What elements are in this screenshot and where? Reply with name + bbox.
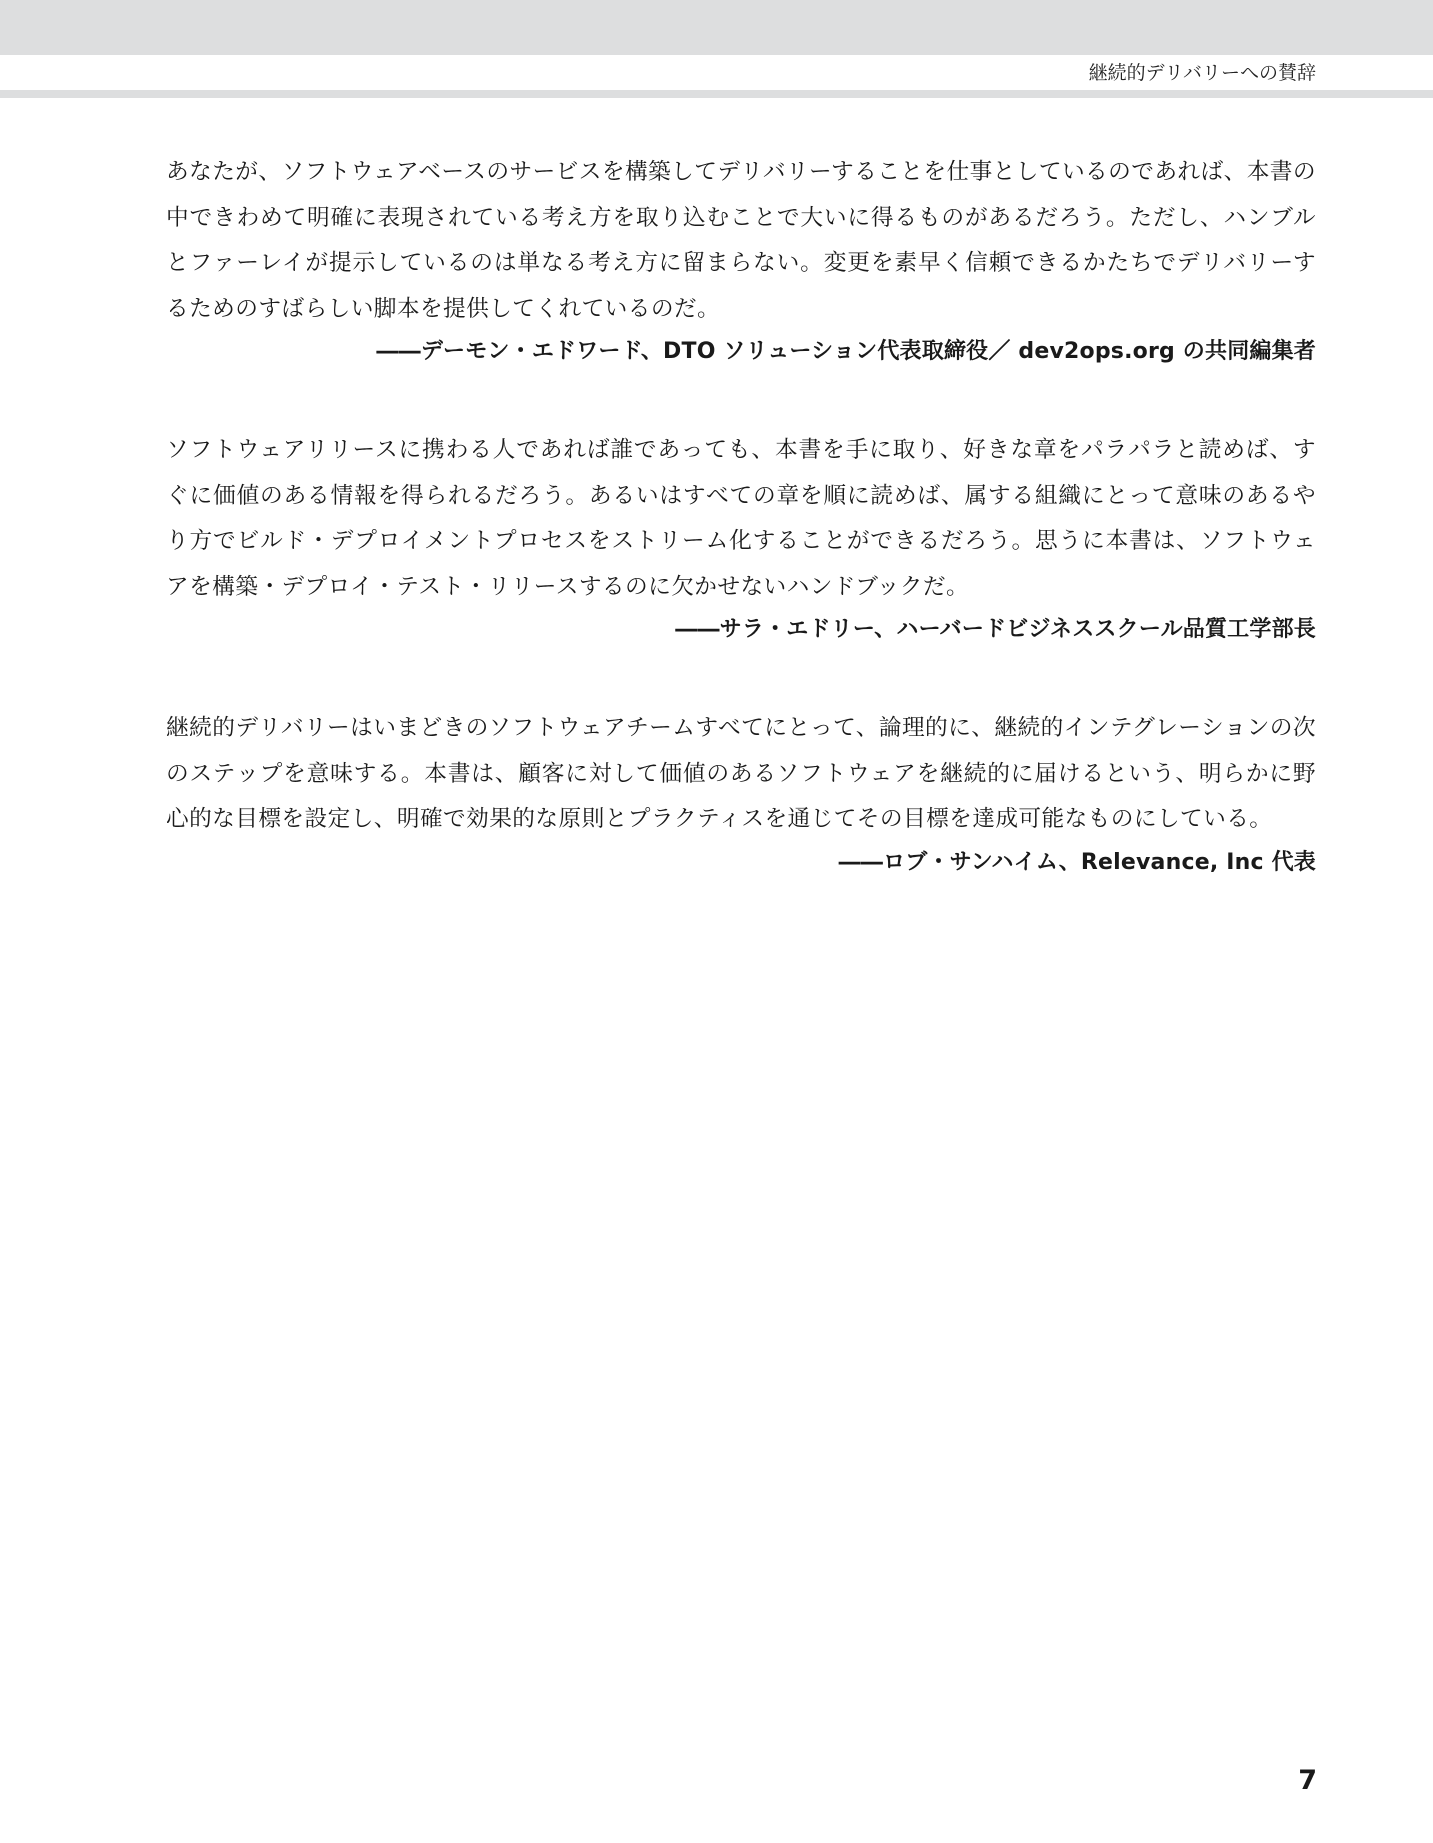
praise-blurb-2 <box>166 428 1316 650</box>
praise-blurb-1 <box>166 150 1316 372</box>
praise-text-3: 継続的デリバリーはいまどきのソフトウェアチームすべてにとって、論理的に、継続的インテグレーションの次のステップを意味する。本書は、顧客に対して価値のあるソフトウェアを継続的に届けるという、明らかに野心的な目標を設定し、明確で効果的な原則とプラクティスを通じてその目標を達成可能なものにしている。 <box>166 715 1316 832</box>
top-band <box>0 0 1433 55</box>
praise-attribution-3: ――ロブ・サンハイム、Relevance, Inc 代表 <box>838 849 1316 875</box>
praise-text-2: ソフトウェアリリースに携わる人であれば誰であっても、本書を手に取り、好きな章をパラパラと読めば、すぐに価値のある情報を得られるだろう。あるいはすべての章を順に読めば、属する組織にとって意味のあるやり方でビルド・デプロイメントプロセスをストリーム化することができるだろう。思うに本書は、ソフトウェアを構築・デプロイ・テスト・リリースするのに欠かせないハンドブックだ。 <box>166 437 1316 600</box>
page-number: 7 <box>1298 1765 1317 1796</box>
running-header-title: 継続的デリバリーへの賛辞 <box>1088 62 1316 84</box>
header-rule <box>0 90 1433 98</box>
praise-content <box>166 150 1316 939</box>
praise-attribution-1: ――デーモン・エドワード、DTO ソリューション代表取締役／ dev2ops.org の共同編集者 <box>376 339 1316 364</box>
praise-blurb-3 <box>166 706 1316 883</box>
praise-text-1: あなたが、ソフトウェアベースのサービスを構築してデリバリーすることを仕事としているのであれば、本書の中できわめて明確に表現されている考え方を取り込むことで大いに得るものがあるだろう。ただし、ハンブルとファーレイが提示しているのは単なる考え方に留まらない。変更を素早く信頼できるかたちでデリバリーするためのすばらしい脚本を提供してくれているのだ。 <box>166 159 1316 322</box>
praise-attribution-2: ――サラ・エドリー、ハーバードビジネススクール品質工学部長 <box>675 617 1316 642</box>
